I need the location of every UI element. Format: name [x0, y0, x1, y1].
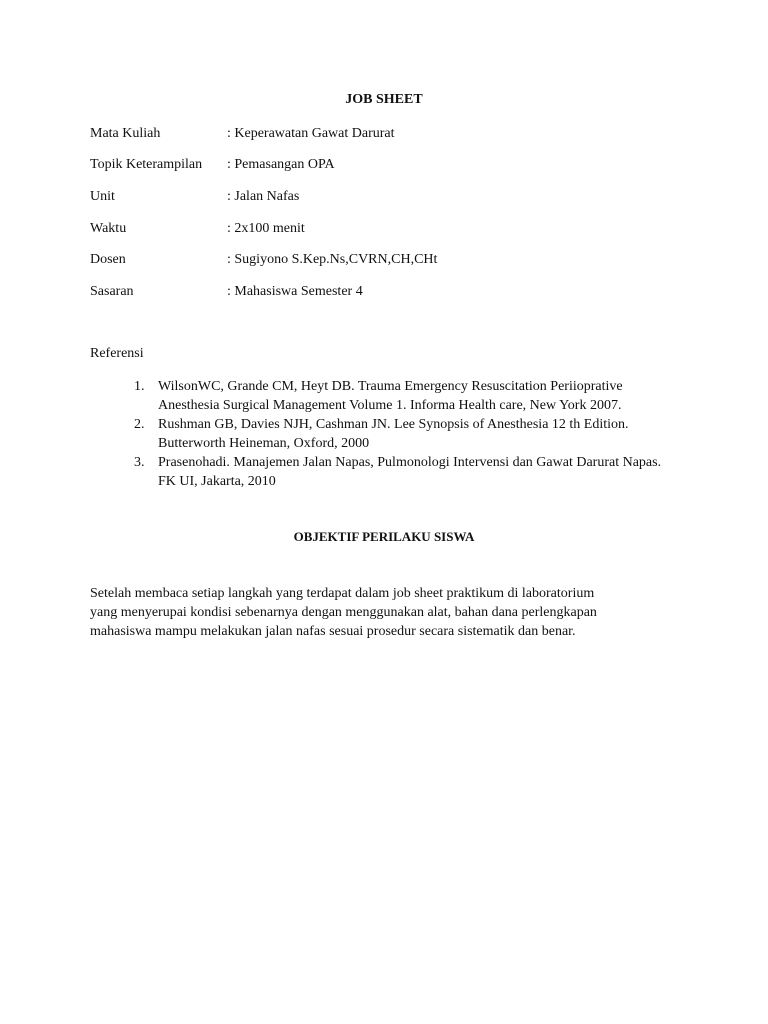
- info-value: : Sugiyono S.Kep.Ns,CVRN,CH,CHt: [227, 252, 438, 267]
- info-label: Topik Keterampilan: [90, 157, 203, 172]
- reference-number: 3.: [134, 455, 145, 470]
- reference-item: [134, 453, 674, 491]
- references-heading: Referensi: [90, 346, 144, 361]
- info-value: : Mahasiswa Semester 4: [227, 284, 363, 299]
- info-label: Mata Kuliah: [90, 126, 161, 141]
- info-label: Dosen: [90, 252, 126, 267]
- reference-item: [134, 377, 674, 415]
- reference-line: Rushman GB, Davies NJH, Cashman JN. Lee Synopsis of Anesthesia 12 th Edition.: [158, 417, 629, 432]
- paragraph-line: Setelah membaca setiap langkah yang terdapat dalam job sheet praktikum di laboratorium: [90, 586, 595, 601]
- reference-line: FK UI, Jakarta, 2010: [158, 474, 276, 489]
- objective-paragraph: [90, 584, 630, 641]
- info-value: : 2x100 menit: [227, 221, 305, 236]
- info-value: : Pemasangan OPA: [227, 157, 335, 172]
- reference-line: Prasenohadi. Manajemen Jalan Napas, Pulmonologi Intervensi dan Gawat Darurat Napas.: [158, 455, 662, 470]
- info-value: : Jalan Nafas: [227, 189, 300, 204]
- reference-number: 2.: [134, 417, 145, 432]
- reference-line: WilsonWC, Grande CM, Heyt DB. Trauma Emergency Resuscitation Periioprative: [158, 379, 623, 394]
- objective-title: OBJEKTIF PERILAKU SISWA: [293, 529, 475, 544]
- references-list: [134, 377, 674, 491]
- reference-number: 1.: [134, 379, 145, 394]
- info-label: Sasaran: [90, 284, 134, 299]
- reference-line: Butterworth Heineman, Oxford, 2000: [158, 436, 370, 451]
- info-value: : Keperawatan Gawat Darurat: [227, 126, 395, 141]
- reference-line: Anesthesia Surgical Management Volume 1. Informa Health care, New York 2007.: [158, 398, 622, 413]
- info-label: Waktu: [90, 221, 127, 236]
- paragraph-line: yang menyerupai kondisi sebenarnya dengan menggunakan alat, bahan dana perlengkapan: [90, 605, 597, 620]
- document-title: JOB SHEET: [345, 92, 423, 107]
- info-label: Unit: [90, 189, 115, 204]
- paragraph-line: mahasiswa mampu melakukan jalan nafas sesuai prosedur secara sistematik dan benar.: [90, 624, 576, 639]
- reference-item: [134, 415, 674, 453]
